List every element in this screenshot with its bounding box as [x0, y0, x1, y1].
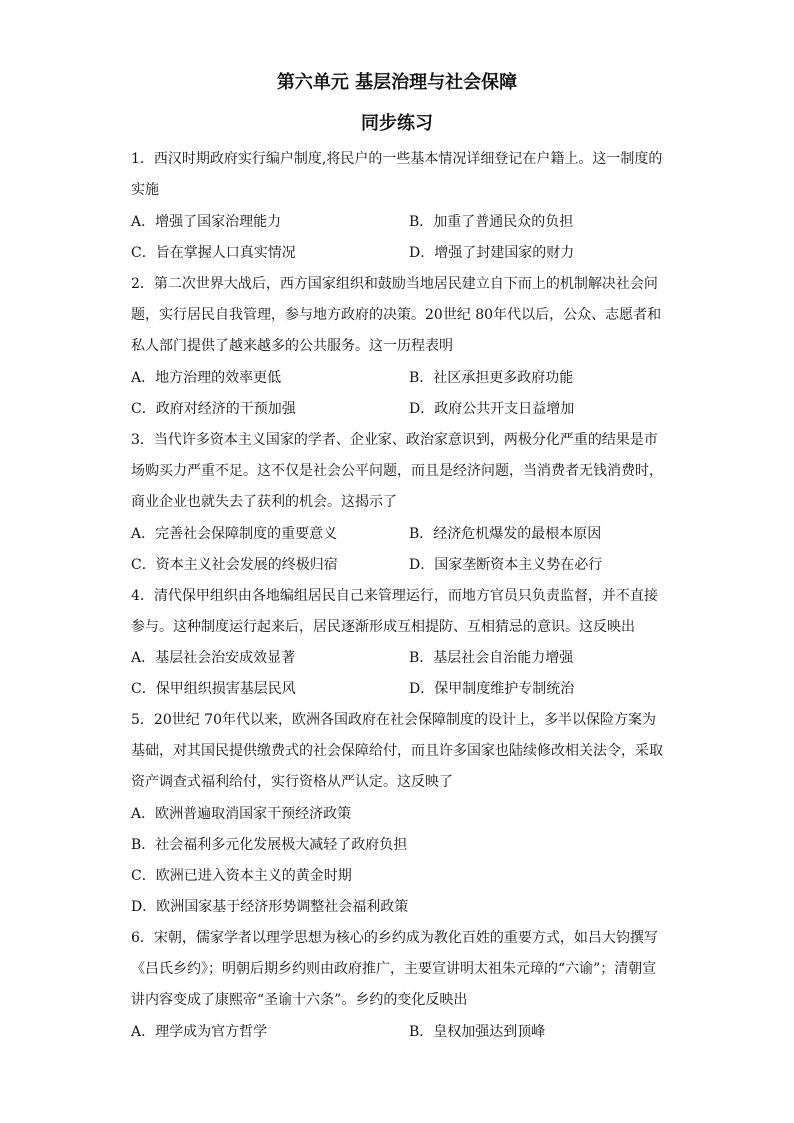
option-b: B．社会福利多元化发展极大减轻了政府负担: [131, 837, 408, 853]
option-d: D．保甲制度维护专制统治: [409, 681, 575, 697]
question-text-line: 资产调查式福利给付，实行资格从严认定。这反映了: [131, 774, 453, 790]
option-c: C．保甲组织损害基层民风: [131, 681, 296, 697]
option-b: B．基层社会自治能力增强: [409, 650, 574, 666]
option-a: A．增强了国家治理能力: [131, 214, 282, 230]
question-text-line: 5．20世纪 70年代以来，欧洲各国政府在社会保障制度的设计上，多半以保险方案为: [131, 712, 656, 728]
question-text-line: 6．宋朝，儒家学者以理学思想为核心的乡约成为教化百姓的重要方式，如吕大钧撰写: [131, 930, 658, 946]
question-text-line: 1．西汉时期政府实行编户制度,将民户的一些基本情况详细登记在户籍上。这一制度的: [131, 151, 663, 167]
question-text-line: 讲内容变成了康熙帝“圣谕十六条”。乡约的变化反映出: [131, 992, 468, 1008]
option-b: B．皇权加强达到顶峰: [409, 1024, 546, 1040]
question-text-line: 基础，对其国民提供缴费式的社会保障给付，而且许多国家也陆续修改相关法令，采取: [131, 743, 663, 759]
option-c: C．旨在掌握人口真实情况: [131, 245, 296, 261]
option-d: D．国家垄断资本主义势在必行: [409, 557, 603, 573]
question-text-line: 《吕氏乡约》；明朝后期乡约则由政府推广，主要宣讲明太祖朱元璋的“六谕”；清朝宣: [131, 961, 657, 977]
question-text-line: 3．当代许多资本主义国家的学者、企业家、政治家意识到，两极分化严重的结果是市: [131, 432, 658, 448]
option-a: A．欧洲普遍取消国家干预经济政策: [131, 806, 352, 822]
question-text-line: 私人部门提供了越来越多的公共服务。这一历程表明: [131, 338, 453, 354]
option-d: D．欧洲国家基于经济形势调整社会福利政策: [131, 899, 409, 915]
question-text-line: 参与。这种制度运行起来后，居民逐渐形成互相提防、互相猜忌的意识。这反映出: [131, 619, 635, 635]
option-c: C．政府对经济的干预加强: [131, 401, 296, 417]
question-text-line: 商业企业也就失去了获利的机会。这揭示了: [131, 494, 397, 510]
option-c: C．资本主义社会发展的终极归宿: [131, 557, 338, 573]
option-b: B．加重了普通民众的负担: [409, 214, 574, 230]
question-text-line: 4．清代保甲组织由各地编组居民自己来管理运行，而地方官员只负责监督，并不直接: [131, 588, 658, 604]
option-a: A．地方治理的效率更低: [131, 370, 282, 386]
question-text-line: 2．第二次世界大战后，西方国家组织和鼓励当地居民建立自下而上的机制解决社会问: [131, 276, 658, 292]
question-text-line: 场购买力严重不足。这不仅是社会公平问题，而且是经济问题，当消费者无钱消费时，: [131, 463, 663, 479]
page-title: 第六单元 基层治理与社会保障: [276, 72, 518, 93]
question-text-line: 题，实行居民自我管理，参与地方政府的决策。20世纪 80年代以后，公众、志愿者和: [131, 307, 662, 323]
option-b: B．经济危机爆发的最根本原因: [409, 526, 602, 542]
question-text-line: 实施: [131, 182, 159, 198]
page-subtitle: 同步练习: [361, 113, 433, 134]
option-d: D．增强了封建国家的财力: [409, 245, 575, 261]
option-d: D．政府公共开支日益增加: [409, 401, 575, 417]
option-a: A．完善社会保障制度的重要意义: [131, 526, 338, 542]
option-c: C．欧洲已进入资本主义的黄金时期: [131, 868, 352, 884]
option-a: A．基层社会治安成效显著: [131, 650, 296, 666]
option-a: A．理学成为官方哲学: [131, 1024, 268, 1040]
option-b: B．社区承担更多政府功能: [409, 370, 574, 386]
